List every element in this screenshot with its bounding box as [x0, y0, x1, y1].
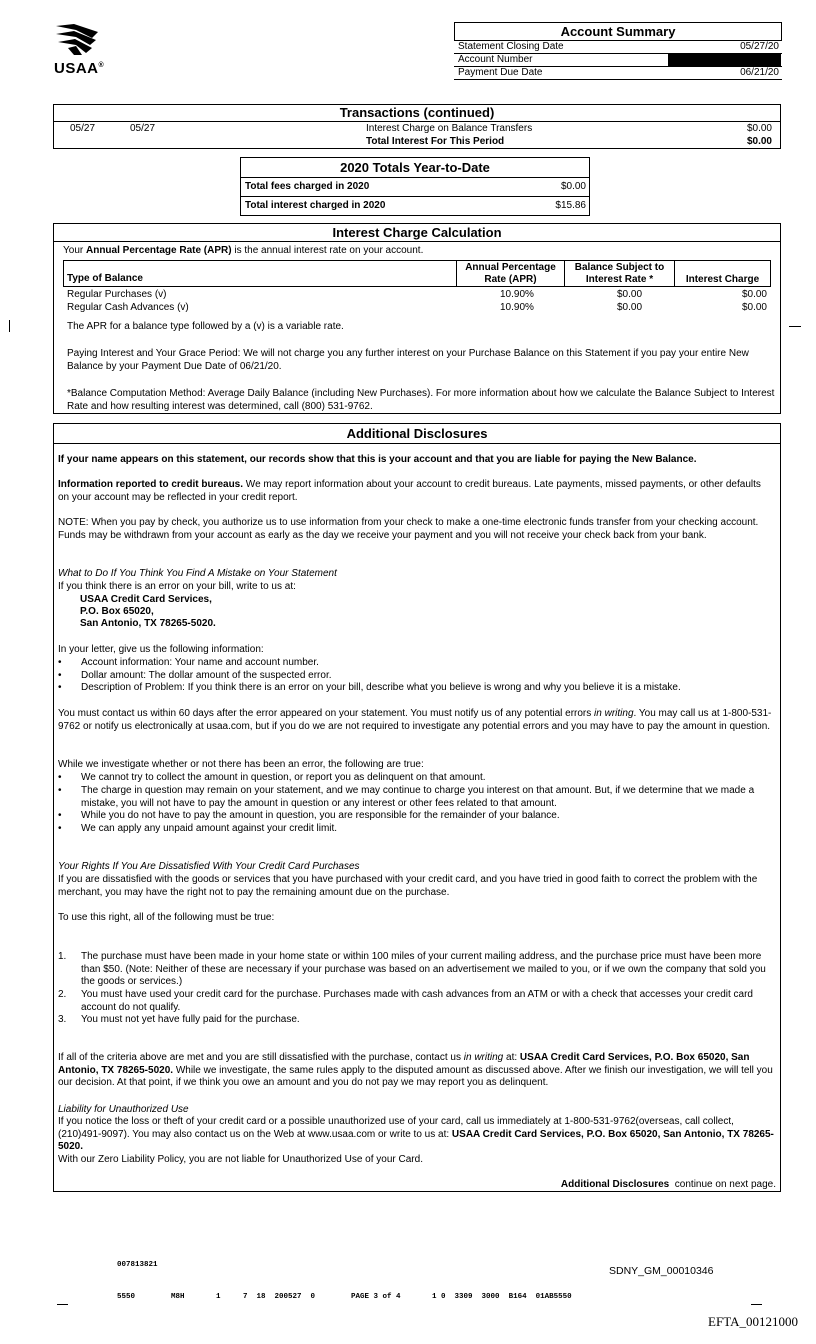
- list-item: • Account information: Your name and account number.: [58, 657, 319, 668]
- eagle-icon: [54, 22, 100, 56]
- logo-text: USAA: [54, 60, 99, 77]
- summary-row: [454, 67, 782, 80]
- summary-row: [454, 54, 782, 67]
- investigate-intro: While we investigate whether or not there has been an error, the following are true:: [58, 759, 424, 770]
- rights-paragraph: If you are dissatisfied with the goods or services that you have purchased with your credit card, and you have tried in good faith to correct the problem with the merchant, you may have the right not to pay the remaining amount due on the purchase.: [58, 874, 758, 898]
- interest-calculation: [53, 223, 781, 414]
- letter-intro: In your letter, give us the following information:: [58, 644, 264, 655]
- transactions-section: [53, 104, 781, 149]
- trans-amount: $0.00: [746, 123, 772, 134]
- transaction-total-row: [54, 135, 780, 148]
- ytd-title: 2020 Totals Year-to-Date: [241, 158, 589, 178]
- usaa-logo: [54, 22, 105, 77]
- liability-heading: Liability for Unauthorized Use: [58, 1104, 189, 1115]
- ytd-interest-label: Total interest charged in 2020: [245, 200, 386, 211]
- zero-liability: With our Zero Liability Policy, you are not liable for Unauthorized Use of your Card.: [58, 1154, 423, 1165]
- transaction-row: [54, 122, 780, 135]
- charge-col-header: Interest Charge: [675, 260, 771, 286]
- use-right-intro: To use this right, all of the following must be true:: [58, 912, 275, 923]
- registered-mark: ®: [98, 62, 105, 69]
- apr-table: [63, 260, 771, 287]
- footer-code-top: 007813821: [117, 1261, 158, 1269]
- apr-table-body: [67, 288, 767, 314]
- bates-number: SDNY_GM_00010346: [609, 1265, 714, 1277]
- contact-paragraph: You must contact us within 60 days after the error appeared on your statement. You must notify us of any potential errors in writing. You may call us at 1-800-531-9762 or notify us electronically at usaa.com, but if you do we are not required to investigate any potential errors and you may have to pay the amount in question.: [58, 708, 772, 732]
- numbered-item: 3. You must not yet have fully paid for the purchase.: [58, 1014, 300, 1025]
- address-line-1: USAA Credit Card Services,: [80, 594, 212, 605]
- transactions-title: Transactions (continued): [54, 105, 780, 122]
- ytd-totals: [240, 157, 590, 216]
- mistake-heading: What to Do If You Think You Find A Mistake on Your Statement: [58, 568, 337, 579]
- numbered-item: 2. You must have used your credit card for the purchase. Purchases made with cash advances from an ATM or with a check that accesses your credit card account do not qualify.: [58, 989, 753, 1013]
- disclosures-title: Additional Disclosures: [54, 424, 780, 444]
- liability-statement: If your name appears on this statement, our records show that this is your account and that you are liable for paying the New Balance.: [58, 454, 697, 465]
- ytd-row: [241, 178, 589, 196]
- list-item: • Description of Problem: If you think there is an error on your bill, describe what you believe is wrong and why you believe it is a mistake.: [58, 682, 681, 693]
- list-item: • While you do not have to pay the amount in question, you are responsible for the remainder of your balance.: [58, 810, 560, 821]
- liability-paragraph: If you notice the loss or theft of your credit card or a possible unauthorized use of your card, call us immediately at 1-800-531-9762(overseas, call collect, (210)491-9097). You may also contact us on the Web at www.usaa.com or write to us at: USAA Credit Card Services, P.O. Box 65020, San Antonio, TX 78265-5020.: [58, 1116, 774, 1152]
- type-col-header: Type of Balance: [67, 273, 143, 284]
- mistake-intro: If you think there is an error on your bill, write to us at:: [58, 581, 296, 592]
- continue-note: Additional Disclosures continue on next page.: [560, 1179, 776, 1190]
- grace-period-note: Paying Interest and Your Grace Period: We will not charge you any further interest on your Purchase Balance on this Statement if you pay your entire New Balance by your Payment Due Date of 06/21/20.: [67, 348, 749, 372]
- check-note: NOTE: When you pay by check, you authorize us to use information from your check to make a one-time electronic funds transfer from your checking account. Funds may be withdrawn from your account as early as the day we receive your payment and you will not receive your check back from your bank.: [58, 517, 759, 541]
- apr-col-header: Annual Percentage Rate (APR): [456, 260, 565, 286]
- closing-date-value: 05/27/20: [740, 41, 779, 52]
- redaction-bar: [668, 54, 781, 66]
- account-number-label: Account Number: [458, 54, 533, 65]
- total-interest-amount: $0.00: [746, 136, 772, 147]
- account-summary-title: Account Summary: [454, 22, 782, 41]
- address-line-2: P.O. Box 65020,: [80, 606, 154, 617]
- trans-description: Interest Charge on Balance Transfers: [366, 123, 533, 134]
- table-row: Regular Purchases (v) 10.90% $0.00 $0.00: [67, 289, 767, 300]
- ytd-fees-value: $0.00: [560, 181, 586, 192]
- table-row: Regular Cash Advances (v) 10.90% $0.00 $0.00: [67, 302, 767, 313]
- margin-mark: [751, 1304, 762, 1305]
- margin-mark: [9, 320, 10, 332]
- list-item: • We can apply any unpaid amount against your credit limit.: [58, 823, 338, 834]
- list-item: • Dollar amount: The dollar amount of the suspected error.: [58, 670, 332, 681]
- additional-disclosures: [53, 423, 781, 1192]
- trans-date: 05/27: [70, 123, 96, 134]
- list-item: • The charge in question may remain on your statement, and we may continue to charge you interest on that amount. But, if we determine that we made a mistake, you will not have to pay the amount in question or any interest or other fees related to that amount.: [58, 785, 755, 809]
- rights-heading: Your Rights If You Are Dissatisfied With Your Credit Card Purchases: [58, 861, 360, 872]
- footer-code-line: 5550 M8H 1 7 18 200527 0 PAGE 3 of 4 1 0 3309 3000 B164 01AB5550: [117, 1293, 572, 1301]
- credit-bureaus-paragraph: Information reported to credit bureaus. We may report information about your account to credit bureaus. Late payments, missed payments, or other defaults on your account may be reflected in your credit report.: [58, 479, 761, 503]
- due-date-label: Payment Due Date: [458, 67, 543, 78]
- ytd-fees-label: Total fees charged in 2020: [245, 181, 370, 192]
- balance-method-note: *Balance Computation Method: Average Daily Balance (including New Purchases). For more information about how we calculate the Balance Subject to Interest Rate and how resulting interest was determined, call (800) 531-9762.: [67, 388, 775, 412]
- apr-intro: Your Annual Percentage Rate (APR) is the annual interest rate on your account.: [63, 245, 424, 256]
- summary-row: [454, 41, 782, 54]
- criteria-paragraph: If all of the criteria above are met and you are still dissatisfied with the purchase, contact us in writing at: USAA Credit Card Services, P.O. Box 65020, San Antonio, TX 78265-5020. While we investigate, the same rules apply to the disputed amount as discussed above. After we finish our investigation, we will tell you our decision. At that point, if we think you owe an amount and you do not pay we may report you as delinquent.: [58, 1052, 773, 1088]
- address-line-3: San Antonio, TX 78265-5020.: [80, 618, 216, 629]
- balance-col-header: Balance Subject to Interest Rate *: [565, 260, 675, 286]
- numbered-item: 1. The purchase must have been made in your home state or within 100 miles of your current mailing address, and the purchase price must have been more than $50. (Note: Neither of these are necessary if your purchase was based on an advertisement we mailed to you, or if we own the company that sold you the goods or services.): [58, 951, 766, 987]
- ytd-row: [241, 196, 589, 215]
- closing-date-label: Statement Closing Date: [458, 41, 564, 52]
- margin-mark: [57, 1304, 68, 1305]
- variable-rate-note: The APR for a balance type followed by a (v) is a variable rate.: [67, 321, 344, 332]
- margin-mark: [789, 326, 801, 327]
- account-summary: [454, 22, 782, 80]
- interest-title: Interest Charge Calculation: [54, 224, 780, 242]
- due-date-value: 06/21/20: [740, 67, 779, 78]
- total-interest-label: Total Interest For This Period: [366, 136, 505, 147]
- post-date: 05/27: [130, 123, 156, 134]
- efta-number: EFTA_00121000: [708, 1314, 798, 1329]
- ytd-interest-value: $15.86: [555, 200, 586, 211]
- list-item: • We cannot try to collect the amount in question, or report you as delinquent on that amount.: [58, 772, 486, 783]
